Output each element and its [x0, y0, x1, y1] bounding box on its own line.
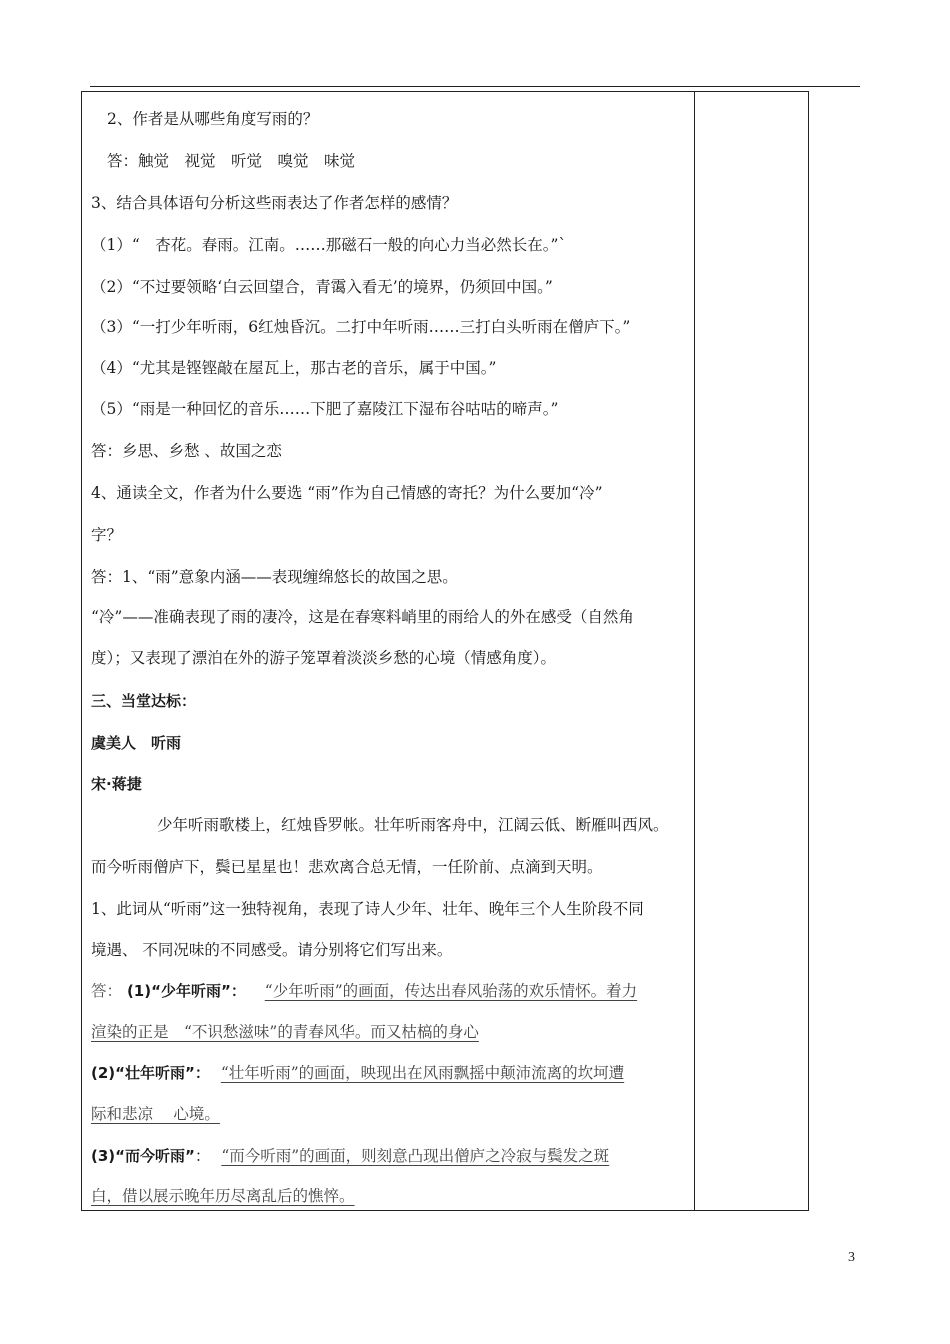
poem-line-2: 而今听雨僧庐下，鬓已星星也！悲欢离合总无情，一任阶前、点滴到天明。 [91, 858, 603, 876]
content-table [81, 91, 809, 1211]
answer-2-text: “壮年听雨”的画面，映现出在风雨飘摇中颠沛流离的坎坷遭 [220, 1064, 625, 1082]
answer-4-line-3: 度）；又表现了漂泊在外的游子笼罩着淡淡乡愁的心境（情感角度）。 [91, 649, 557, 667]
quote-3: （3）“一打少年听雨，6红烛昏沉。二打中年听雨……三打白头听雨在僧庐下。” [91, 318, 631, 336]
question-3: 3、结合具体语句分析这些雨表达了作者怎样的感情？ [91, 194, 458, 212]
answer-prefix: 答： [91, 982, 123, 1000]
practice-answer-1-line-1 [91, 980, 637, 1002]
practice-answer-3-line-2: 白，借以展示晚年历尽离乱后的憔悴。 [91, 1187, 355, 1205]
answer-4-line-1: 答：1、“雨”意象内涵——表现缠绵悠长的故国之思。 [91, 568, 458, 586]
answer-1-text: “少年听雨”的画面，传达出春风骀荡的欢乐情怀。着力 [264, 982, 638, 1000]
poem-line-1: 少年听雨歌楼上，红烛昏罗帐。壮年听雨客舟中，江阔云低、断雁叫西风。 [157, 816, 669, 834]
quote-5: （5）“雨是一种回忆的音乐……下肥了嘉陵江下湿布谷咕咕的啼声。” [91, 400, 559, 418]
section-heading: 三、当堂达标： [91, 692, 197, 710]
poem-title: 虞美人 听雨 [91, 734, 182, 752]
answer-1-label: (1)“少年听雨”： [126, 982, 246, 1000]
practice-question-1-line-2: 境遇、 不同况味的不同感受。请分别将它们写出来。 [91, 941, 453, 959]
practice-answer-2-line-1 [91, 1062, 624, 1084]
practice-question-1-line-1: 1、此词从“听雨”这一独特视角，表现了诗人少年、壮年、晚年三个人生阶段不同 [91, 900, 644, 918]
answer-4-line-2: “冷”——准确表现了雨的凄冷，这是在春寒料峭里的雨给人的外在感受（自然角 [91, 608, 634, 626]
question-2: 2、作者是从哪些角度写雨的？ [107, 110, 319, 128]
quote-2: （2）“不过要领略‘白云回望合，青霭入看无’的境界，仍须回中国。” [91, 278, 553, 296]
practice-answer-3-line-1 [91, 1145, 609, 1167]
poem-author: 宋·蒋捷 [91, 775, 142, 793]
practice-answer-1-line-2: 渲染的正是 “不识愁滋味”的青春风华。而又枯槁的身心 [91, 1023, 479, 1041]
page-number: 3 [848, 1250, 855, 1265]
header-rule [90, 86, 860, 87]
answer-3-text: “而今听雨”的画面，则刻意凸现出僧庐之冷寂与鬓发之斑 [221, 1147, 610, 1165]
answer-2-label: (2)“壮年听雨”： [91, 1064, 210, 1082]
question-4-line-1: 4、通读全文，作者为什么要选 “雨”作为自己情感的寄托？为什么要加“冷” [91, 484, 603, 502]
answer-3-label: (3)“而今听雨” [91, 1147, 195, 1165]
quote-4: （4）“尤其是铿铿敲在屋瓦上，那古老的音乐，属于中国。” [91, 359, 497, 377]
practice-answer-2-line-2: 际和悲凉 心境。 [91, 1105, 220, 1123]
question-4-line-2: 字？ [91, 526, 123, 544]
notes-column-divider [694, 92, 695, 1210]
quote-1: （1）“ 杏花。春雨。江南。……那磁石一般的向心力当必然长在。”` [91, 236, 567, 254]
answer-3: 答：乡思、乡愁 、故国之恋 [91, 442, 282, 460]
answer-2: 答：触觉 视觉 听觉 嗅觉 味觉 [107, 152, 356, 170]
answer-3-colon: ： [194, 1147, 211, 1165]
